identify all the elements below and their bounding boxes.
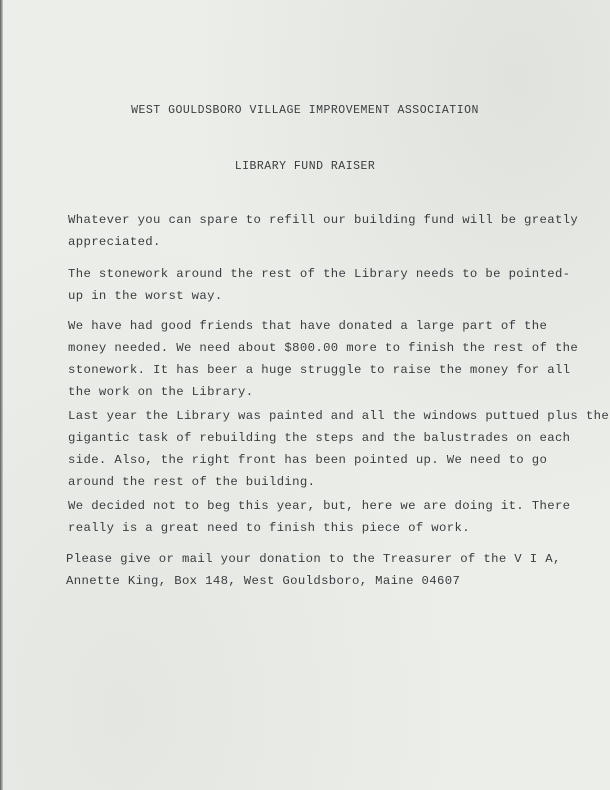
faded-archive-stamp bbox=[487, 737, 569, 770]
text-line: gigantic task of rebuilding the steps and the balustrades on each bbox=[68, 431, 571, 445]
text-line: Please give or mail your donation to the Treasurer of the V I A, bbox=[66, 552, 561, 566]
text-line: Last year the Library was painted and all the windows puttued plus the bbox=[68, 409, 610, 423]
text-line: Whatever you can spare to refill our building fund will be greatly bbox=[68, 213, 579, 227]
paragraph-last-year bbox=[68, 405, 610, 493]
fund-raiser-subheading: LIBRARY FUND RAISER bbox=[234, 160, 376, 173]
text-line: We have had good friends that have donated a large part of the bbox=[68, 319, 548, 333]
text-line: the work on the Library. bbox=[68, 385, 254, 399]
text-line: up in the worst way. bbox=[68, 289, 223, 303]
text-line: stonework. It has beer a huge struggle to raise the money for all bbox=[68, 363, 571, 377]
text-line: The stonework around the rest of the Library needs to be pointed- bbox=[68, 267, 571, 281]
text-line: money needed. We need about $800.00 more to finish the rest of the bbox=[68, 341, 579, 355]
text-line: appreciated. bbox=[68, 235, 161, 249]
paragraph-need bbox=[68, 495, 588, 539]
paragraph-donations bbox=[68, 315, 588, 403]
paragraph-mail-donation bbox=[66, 548, 586, 592]
paragraph-stonework bbox=[68, 263, 588, 307]
page-edge-shadow bbox=[0, 0, 3, 790]
text-line: We decided not to beg this year, but, here we are doing it. There bbox=[68, 499, 571, 513]
text-line: around the rest of the building. bbox=[68, 475, 316, 489]
paragraph-spare-request bbox=[68, 209, 588, 253]
organization-heading: WEST GOULDSBORO VILLAGE IMPROVEMENT ASSOCIATION bbox=[131, 104, 479, 117]
text-line: Annette King, Box 148, West Gouldsboro, Maine 04607 bbox=[66, 574, 461, 588]
text-line: side. Also, the right front has been pointed up. We need to go bbox=[68, 453, 548, 467]
text-line: really is a great need to finish this piece of work. bbox=[68, 521, 470, 535]
